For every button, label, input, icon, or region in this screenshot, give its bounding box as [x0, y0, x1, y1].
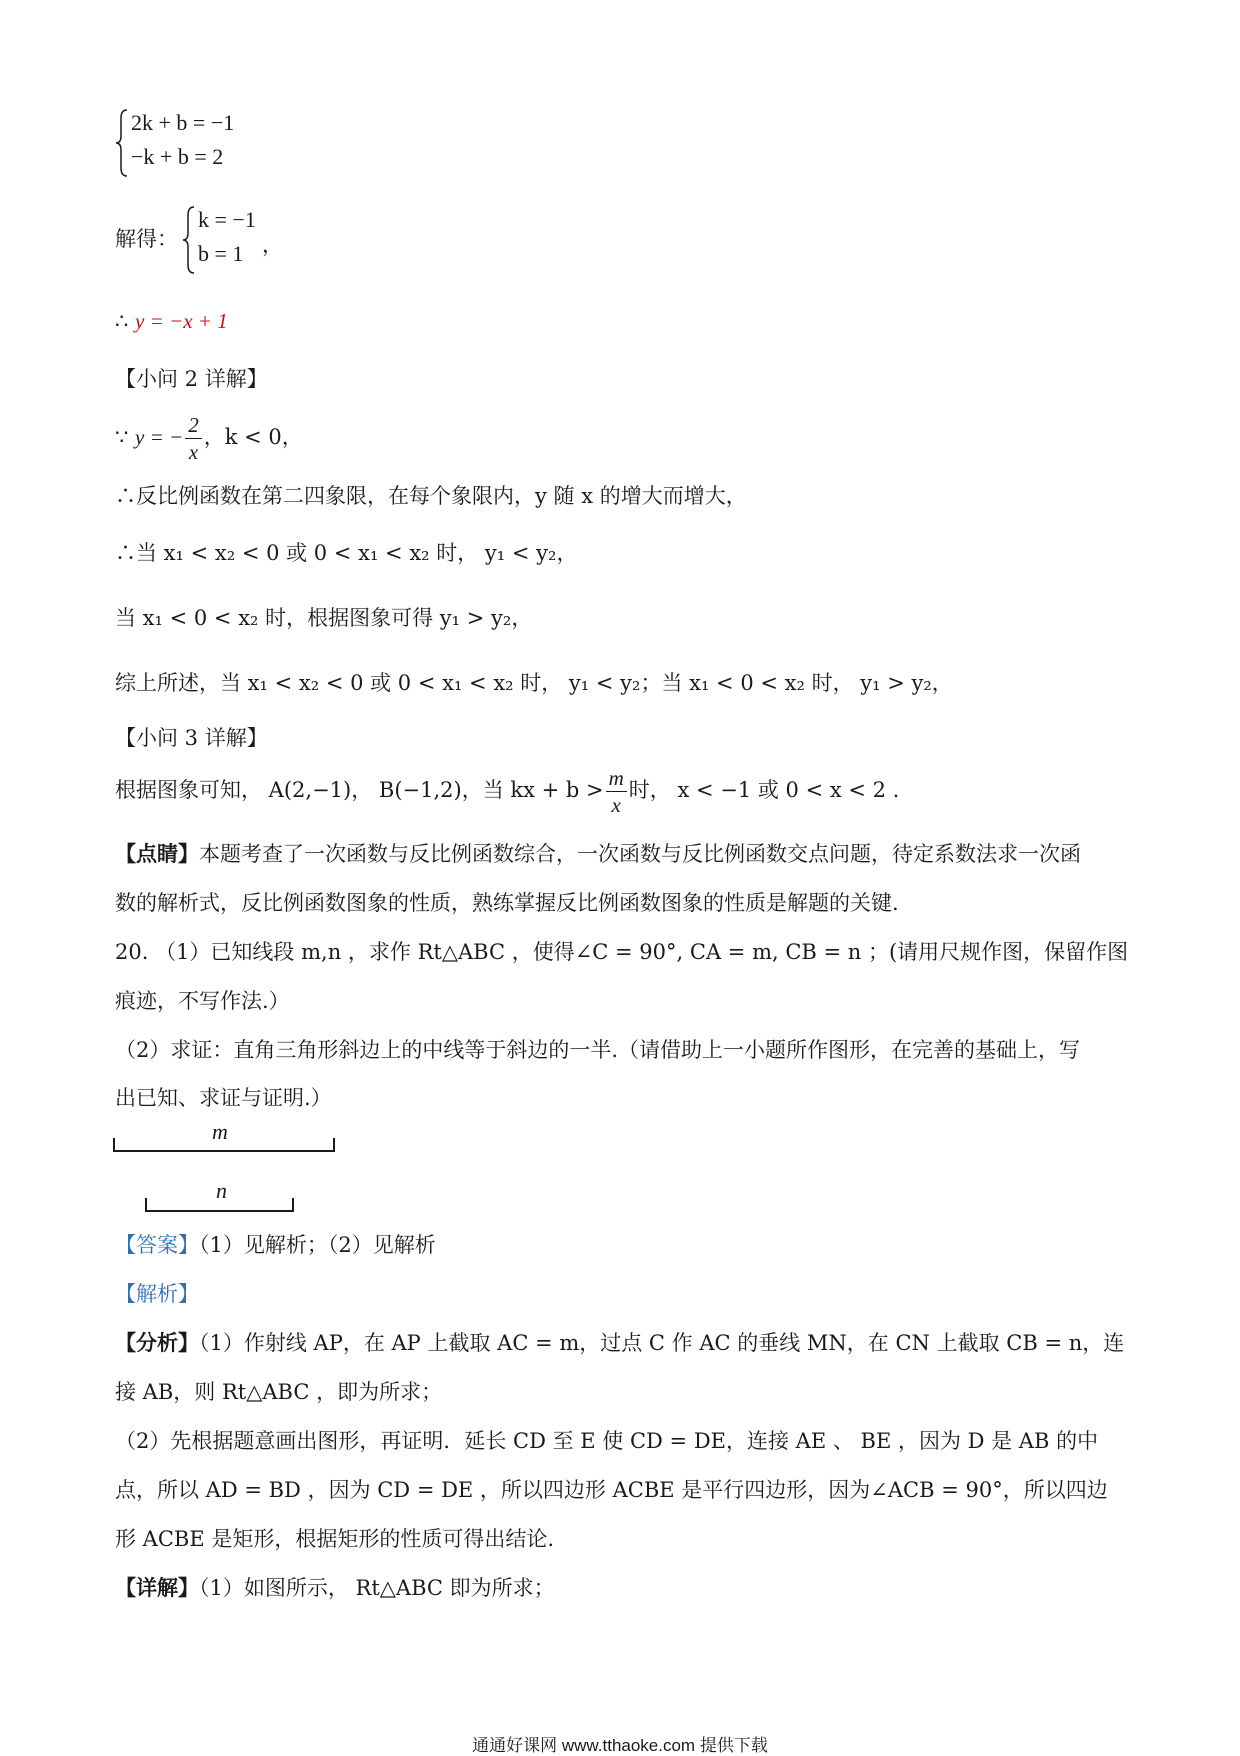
analysis-line5: 形 ACBE 是矩形，根据矩形的性质可得出结论.: [115, 1527, 555, 1551]
solve-eq1: k = −1: [198, 207, 256, 232]
because-symbol: ∵: [115, 425, 136, 449]
answer-tag: 【答案】: [115, 1233, 199, 1257]
analysis-line4: 点，所以 AD = BD ，因为 CD = DE ，所以四边形 ACBE 是平行四边形，因为∠ACB = 90°，所以四边: [115, 1478, 1108, 1502]
analysis-line1: [115, 1328, 1124, 1358]
q3-header: 【小问 3 详解】: [115, 726, 268, 750]
q2-line5: 综上所述，当 x₁ < x₂ < 0 或 0 < x₁ < x₂ 时， y₁ < y₂；当 x₁ < 0 < x₂ 时， y₁ > y₂，: [115, 671, 953, 695]
system1-eq1: 2k + b = −1: [131, 110, 235, 135]
q2-line2: ∴反比例函数在第二四象限，在每个象限内，y 随 x 的增大而增大，: [115, 484, 747, 508]
q2-line3: ∴当 x₁ < x₂ < 0 或 0 < x₁ < x₂ 时， y₁ < y₂，: [115, 541, 578, 565]
brace-icon: [115, 108, 129, 178]
detail-tag: 【详解】: [115, 1575, 199, 1600]
result1-expression: y = −x + 1: [135, 309, 228, 333]
equation-system-2: [182, 205, 302, 275]
dianjing-tag: 【点睛】: [115, 841, 199, 866]
segment-n-label: n: [216, 1178, 227, 1203]
result1: [115, 306, 228, 336]
problem20-line4: 出已知、求证与证明.）: [115, 1086, 332, 1110]
detail-text: （1）如图所示， Rt△ABC 即为所求；: [199, 1576, 555, 1600]
q2-y-eq: y = −: [135, 425, 184, 449]
q3-pre: 根据图象可知， A(2,−1)， B(−1,2)，当 kx + b >: [115, 778, 604, 802]
fraction-numerator: m: [606, 765, 627, 792]
q3-post: 时， x < −1 或 0 < x < 2 .: [628, 778, 900, 802]
segment-n: [145, 1198, 294, 1212]
q3-fraction: [606, 765, 627, 818]
problem20-line2: 痕迹，不写作法.）: [115, 989, 290, 1013]
segment-m-label: m: [212, 1119, 228, 1144]
detail-line: [115, 1573, 555, 1603]
segment-m: [113, 1138, 335, 1152]
solve-eq2: b = 1: [198, 241, 244, 266]
system1-eq2: −k + b = 2: [131, 144, 224, 169]
problem20-line3: （2）求证：直角三角形斜边上的中线等于斜边的一半.（请借助上一小题所作图形，在完善的基础上，写: [115, 1038, 1081, 1062]
solve-label: 解得：: [115, 227, 178, 251]
equation-system-1: [115, 108, 315, 178]
answer-text: （1）见解析；（2）见解析: [199, 1233, 436, 1257]
dianjing-text1: 本题考查了一次函数与反比例函数综合，一次函数与反比例函数交点问题，待定系数法求一次函: [199, 842, 1081, 866]
q2-line4: 当 x₁ < 0 < x₂ 时，根据图象可得 y₁ > y₂，: [115, 606, 533, 630]
analysis-tag: 【分析】: [115, 1330, 199, 1355]
jiexi-tag: 【解析】: [115, 1282, 199, 1306]
q3-line: [115, 765, 899, 818]
q2-condition: ，k < 0，: [203, 425, 303, 449]
analysis-text1: （1）作射线 AP，在 AP 上截取 AC = m，过点 C 作 AC 的垂线 MN，在 CN 上截取 CB = n，连: [199, 1331, 1125, 1355]
q2-header: 【小问 2 详解】: [115, 367, 268, 391]
solve-tail: ，: [262, 233, 283, 257]
problem20-line1: 20. （1）已知线段 m,n ，求作 Rt△ABC ，使得∠C = 90°, CA = m, CB = n ；(请用尺规作图，保留作图: [115, 940, 1129, 964]
q2-fraction: [185, 412, 202, 465]
brace-icon: [182, 205, 196, 275]
fraction-denominator: x: [188, 440, 199, 464]
page-footer: 通通好课网 www.tthaoke.com 提供下载: [472, 1736, 768, 1755]
therefore-symbol: ∴: [115, 309, 136, 333]
answer-line: [115, 1230, 436, 1260]
analysis-line3: （2）先根据题意画出图形，再证明．延长 CD 至 E 使 CD = DE，连接 AE 、 BE ，因为 D 是 AB 的中: [115, 1429, 1099, 1453]
fraction-numerator: 2: [185, 412, 202, 439]
dianjing-line1: [115, 839, 1081, 869]
analysis-line2: 接 AB，则 Rt△ABC ，即为所求；: [115, 1380, 443, 1404]
fraction-denominator: x: [611, 793, 621, 817]
q2-line1: [115, 412, 303, 465]
dianjing-line2: 数的解析式，反比例函数图象的性质，熟练掌握反比例函数图象的性质是解题的关键.: [115, 891, 899, 915]
